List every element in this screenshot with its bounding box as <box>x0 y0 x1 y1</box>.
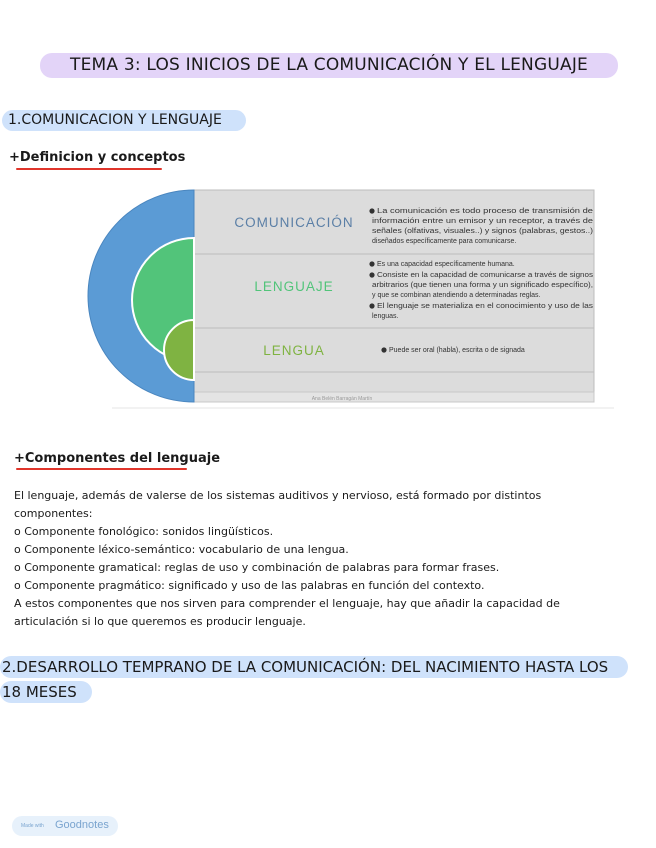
definitions-underline <box>16 168 162 170</box>
bullet-icon <box>369 272 374 277</box>
list-item: o Componente fonológico: sonidos lingüísticos. <box>14 525 274 538</box>
components-body <box>14 487 644 631</box>
badge-prefix: Made with <box>21 823 44 829</box>
diagram-credit: Ana Belén Barragán Martín <box>311 396 373 402</box>
comunicacion-line-4: diseñados específicamente para comunicarse. <box>372 238 517 245</box>
lenguaje-line-3: arbitrarios (que tienen una forma y un significado específico), <box>372 282 594 289</box>
list-item: o Componente gramatical: reglas de uso y combinación de palabras para formar frases. <box>14 561 500 574</box>
term-lenguaje: LENGUAJE <box>254 279 334 294</box>
body-line: El lenguaje, además de valerse de los sistemas auditivos y nervioso, está formado por distintos <box>14 489 542 502</box>
comunicacion-line-2: información entre un emisor y un receptor, a través de <box>372 218 594 225</box>
lenguaje-line-1: Es una capacidad específicamente humana. <box>377 261 515 268</box>
term-lengua: LENGUA <box>263 343 325 358</box>
bullet-icon <box>369 261 374 266</box>
lenguaje-line-6: lenguas. <box>372 313 399 320</box>
bullet-icon <box>369 303 374 308</box>
body-line: componentes: <box>14 507 93 520</box>
made-with-goodnotes-badge <box>12 816 118 836</box>
components-underline <box>16 468 187 470</box>
list-item: o Componente pragmático: significado y uso de las palabras en función del contexto. <box>14 579 485 592</box>
term-comunicacion: COMUNICACIÓN <box>234 215 354 230</box>
credit-strip <box>194 392 594 402</box>
badge-brand: Goodnotes <box>55 819 109 831</box>
body-line: A estos componentes que nos sirven para comprender el lenguaje, hay que añadir la capacidad de <box>14 597 560 610</box>
page-title: TEMA 3: LOS INICIOS DE LA COMUNICACIÓN Y EL LENGUAJE <box>40 53 618 78</box>
lenguaje-line-2: Consiste en la capacidad de comunicarse a través de signos <box>377 272 594 279</box>
bullet-icon <box>369 208 374 213</box>
row-empty-panel <box>194 372 594 392</box>
section-1-heading: 1.COMUNICACION Y LENGUAJE <box>2 110 246 131</box>
list-item: o Componente léxico-semántico: vocabulario de una lengua. <box>14 543 349 556</box>
body-line: articulación si lo que queremos es producir lenguaje. <box>14 615 306 628</box>
bullet-icon <box>381 347 386 352</box>
comunicacion-line-3: señales (olfativas, visuales..) y signos (palabras, gestos..) <box>372 228 593 235</box>
components-subheading: +Componentes del lenguaje <box>14 451 221 466</box>
section-2-heading: 2.DESARROLLO TEMPRANO DE LA COMUNICACIÓN: DEL NACIMIENTO HASTA LOS <box>0 656 628 678</box>
lengua-line-1: Puede ser oral (habla), escrita o de signada <box>389 347 525 354</box>
lenguaje-line-5: El lenguaje se materializa en el conocimiento y uso de las <box>377 303 594 310</box>
lenguaje-line-4: y que se combinan atendiendo a determinadas reglas. <box>372 292 541 299</box>
definitions-subheading: +Definicion y conceptos <box>9 150 186 165</box>
comunicacion-line-1: La comunicación es todo proceso de transmisión de <box>377 208 594 215</box>
section-2-heading-continued: 18 MESES <box>0 681 92 703</box>
communication-language-diagram <box>82 186 614 412</box>
